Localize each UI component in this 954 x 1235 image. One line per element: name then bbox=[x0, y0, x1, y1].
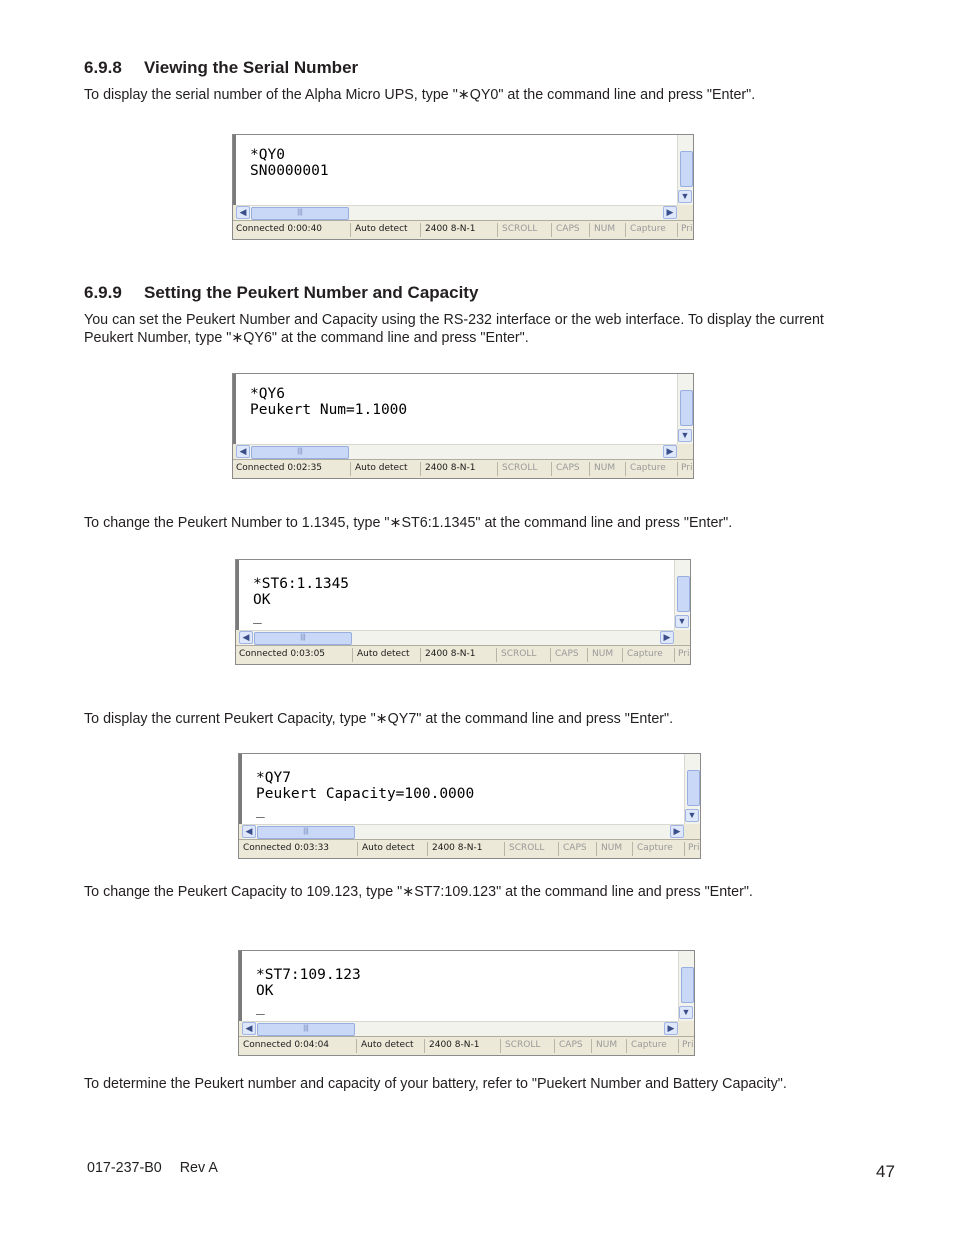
status-num: NUM bbox=[594, 224, 616, 234]
status-scroll: SCROLL bbox=[502, 224, 538, 234]
status-print: Pri bbox=[688, 843, 700, 853]
terminal-line: SN0000001 bbox=[250, 163, 329, 179]
horizontal-scrollbar[interactable] bbox=[236, 444, 677, 459]
status-capture: Capture bbox=[630, 463, 666, 473]
status-capture: Capture bbox=[631, 1040, 667, 1050]
footer-doc-info bbox=[87, 1160, 218, 1176]
status-bar bbox=[239, 839, 700, 859]
status-caps: CAPS bbox=[556, 224, 580, 234]
status-settings: 2400 8-N-1 bbox=[425, 649, 476, 659]
status-caps: CAPS bbox=[559, 1040, 583, 1050]
vertical-scrollbar[interactable] bbox=[678, 951, 694, 1021]
terminal-line: Peukert Capacity=100.0000 bbox=[256, 786, 475, 802]
section-number: 6.9.8 bbox=[84, 58, 122, 77]
status-detect: Auto detect bbox=[355, 224, 408, 234]
chevron-down-icon[interactable]: ▼ bbox=[678, 190, 692, 203]
status-connected: Connected 0:03:05 bbox=[239, 649, 326, 659]
status-settings: 2400 8-N-1 bbox=[432, 843, 483, 853]
status-capture: Capture bbox=[627, 649, 663, 659]
status-bar bbox=[236, 645, 690, 665]
status-settings: 2400 8-N-1 bbox=[425, 224, 476, 234]
status-scroll: SCROLL bbox=[505, 1040, 541, 1050]
section-heading-serial bbox=[84, 58, 358, 78]
vertical-scrollbar[interactable] bbox=[677, 374, 693, 444]
status-settings: 2400 8-N-1 bbox=[429, 1040, 480, 1050]
status-capture: Capture bbox=[637, 843, 673, 853]
scroll-thumb[interactable] bbox=[681, 967, 694, 1003]
terminal-cursor: _ bbox=[253, 608, 262, 624]
status-print: Pri bbox=[681, 463, 693, 473]
scroll-thumb[interactable] bbox=[677, 576, 690, 612]
status-bar bbox=[233, 459, 693, 479]
terminal-screenshot-qy7 bbox=[238, 753, 701, 859]
status-scroll: SCROLL bbox=[501, 649, 537, 659]
chevron-left-icon[interactable]: ◀ bbox=[236, 445, 250, 458]
terminal-cursor: _ bbox=[256, 999, 265, 1015]
terminal-line: *QY0 bbox=[250, 147, 285, 163]
terminal-line: OK bbox=[253, 592, 271, 608]
chevron-right-icon[interactable]: ▶ bbox=[664, 1022, 678, 1035]
status-connected: Connected 0:03:33 bbox=[243, 843, 330, 853]
terminal-output bbox=[256, 967, 361, 1015]
terminal-cursor: _ bbox=[256, 802, 265, 818]
terminal-screenshot-st6 bbox=[235, 559, 691, 665]
terminal-output bbox=[256, 770, 474, 818]
chevron-left-icon[interactable]: ◀ bbox=[242, 1022, 256, 1035]
scroll-thumb-grip-icon[interactable]: ||| bbox=[257, 1023, 355, 1036]
paragraph-determine: To determine the Peukert number and capacity of your battery, refer to "Puekert Number and Battery Capacity". bbox=[84, 1076, 787, 1092]
status-num: NUM bbox=[596, 1040, 618, 1050]
vertical-scrollbar[interactable] bbox=[684, 754, 700, 824]
status-scroll: SCROLL bbox=[509, 843, 545, 853]
chevron-left-icon[interactable]: ◀ bbox=[242, 825, 256, 838]
horizontal-scrollbar[interactable] bbox=[236, 205, 677, 220]
vertical-scrollbar[interactable] bbox=[674, 560, 690, 630]
status-num: NUM bbox=[594, 463, 616, 473]
terminal-output bbox=[253, 576, 349, 624]
section-title: Setting the Peukert Number and Capacity bbox=[144, 283, 479, 302]
status-bar bbox=[233, 220, 693, 240]
doc-number: 017-237-B0 bbox=[87, 1160, 162, 1176]
chevron-right-icon[interactable]: ▶ bbox=[663, 206, 677, 219]
status-num: NUM bbox=[592, 649, 614, 659]
chevron-left-icon[interactable]: ◀ bbox=[236, 206, 250, 219]
terminal-line: OK bbox=[256, 983, 274, 999]
status-print: Pri bbox=[682, 1040, 694, 1050]
scroll-thumb-grip-icon[interactable]: ||| bbox=[254, 632, 352, 645]
horizontal-scrollbar[interactable] bbox=[239, 630, 674, 645]
status-num: NUM bbox=[601, 843, 623, 853]
vertical-scrollbar[interactable] bbox=[677, 135, 693, 205]
terminal-line: *QY6 bbox=[250, 386, 285, 402]
status-connected: Connected 0:04:04 bbox=[243, 1040, 330, 1050]
paragraph-serial: To display the serial number of the Alpha Micro UPS, type "∗QY0" at the command line and press "Enter". bbox=[84, 87, 756, 103]
page-number: 47 bbox=[876, 1162, 895, 1181]
horizontal-scrollbar[interactable] bbox=[242, 824, 684, 839]
chevron-down-icon[interactable]: ▼ bbox=[678, 429, 692, 442]
terminal-output bbox=[250, 147, 329, 179]
terminal-screen bbox=[239, 951, 678, 1021]
scroll-thumb[interactable] bbox=[687, 770, 700, 806]
terminal-output bbox=[250, 386, 407, 418]
terminal-screen bbox=[233, 374, 677, 444]
status-caps: CAPS bbox=[555, 649, 579, 659]
paragraph-change-number: To change the Peukert Number to 1.1345, type "∗ST6:1.1345" at the command line and press "Enter". bbox=[84, 515, 733, 531]
chevron-down-icon[interactable]: ▼ bbox=[679, 1006, 693, 1019]
scroll-thumb-grip-icon[interactable]: ||| bbox=[251, 207, 349, 220]
section-heading-peukert bbox=[84, 283, 478, 303]
terminal-line: *ST7:109.123 bbox=[256, 967, 361, 983]
horizontal-scrollbar[interactable] bbox=[242, 1021, 678, 1036]
terminal-line: *QY7 bbox=[256, 770, 291, 786]
paragraph-display-capacity: To display the current Peukert Capacity, type "∗QY7" at the command line and press "Enter". bbox=[84, 711, 674, 727]
scroll-thumb[interactable] bbox=[680, 151, 693, 187]
status-detect: Auto detect bbox=[355, 463, 408, 473]
status-connected: Connected 0:02:35 bbox=[236, 463, 323, 473]
scroll-thumb-grip-icon[interactable]: ||| bbox=[257, 826, 355, 839]
chevron-down-icon[interactable]: ▼ bbox=[685, 809, 699, 822]
status-detect: Auto detect bbox=[362, 843, 415, 853]
terminal-line: Peukert Num=1.1000 bbox=[250, 402, 408, 418]
chevron-left-icon[interactable]: ◀ bbox=[239, 631, 253, 644]
terminal-line: *ST6:1.1345 bbox=[253, 576, 350, 592]
status-print: Pri bbox=[681, 224, 693, 234]
status-detect: Auto detect bbox=[357, 649, 410, 659]
status-settings: 2400 8-N-1 bbox=[425, 463, 476, 473]
revision: Rev A bbox=[179, 1160, 218, 1176]
chevron-right-icon[interactable]: ▶ bbox=[660, 631, 674, 644]
status-scroll: SCROLL bbox=[502, 463, 538, 473]
chevron-down-icon[interactable]: ▼ bbox=[675, 615, 689, 628]
section-number: 6.9.9 bbox=[84, 283, 122, 302]
status-caps: CAPS bbox=[563, 843, 587, 853]
terminal-screenshot-qy0 bbox=[232, 134, 694, 240]
scroll-thumb[interactable] bbox=[680, 390, 693, 426]
chevron-right-icon[interactable]: ▶ bbox=[670, 825, 684, 838]
scroll-thumb-grip-icon[interactable]: ||| bbox=[251, 446, 349, 459]
paragraph-change-capacity: To change the Peukert Capacity to 109.123, type "∗ST7:109.123" at the command line and press "Enter". bbox=[84, 884, 753, 900]
status-detect: Auto detect bbox=[361, 1040, 414, 1050]
terminal-screenshot-qy6 bbox=[232, 373, 694, 479]
terminal-screenshot-st7 bbox=[238, 950, 695, 1056]
paragraph-peukert-intro: You can set the Peukert Number and Capacity using the RS-232 interface or the web interface. To display the current Peukert Number, type "∗QY6" at the command line and press "Enter". bbox=[84, 312, 824, 346]
chevron-right-icon[interactable]: ▶ bbox=[663, 445, 677, 458]
terminal-screen bbox=[233, 135, 677, 205]
status-capture: Capture bbox=[630, 224, 666, 234]
status-caps: CAPS bbox=[556, 463, 580, 473]
status-print: Pri bbox=[678, 649, 690, 659]
section-title: Viewing the Serial Number bbox=[144, 58, 359, 77]
status-bar bbox=[239, 1036, 694, 1056]
terminal-screen bbox=[239, 754, 684, 824]
status-connected: Connected 0:00:40 bbox=[236, 224, 323, 234]
terminal-screen bbox=[236, 560, 674, 630]
